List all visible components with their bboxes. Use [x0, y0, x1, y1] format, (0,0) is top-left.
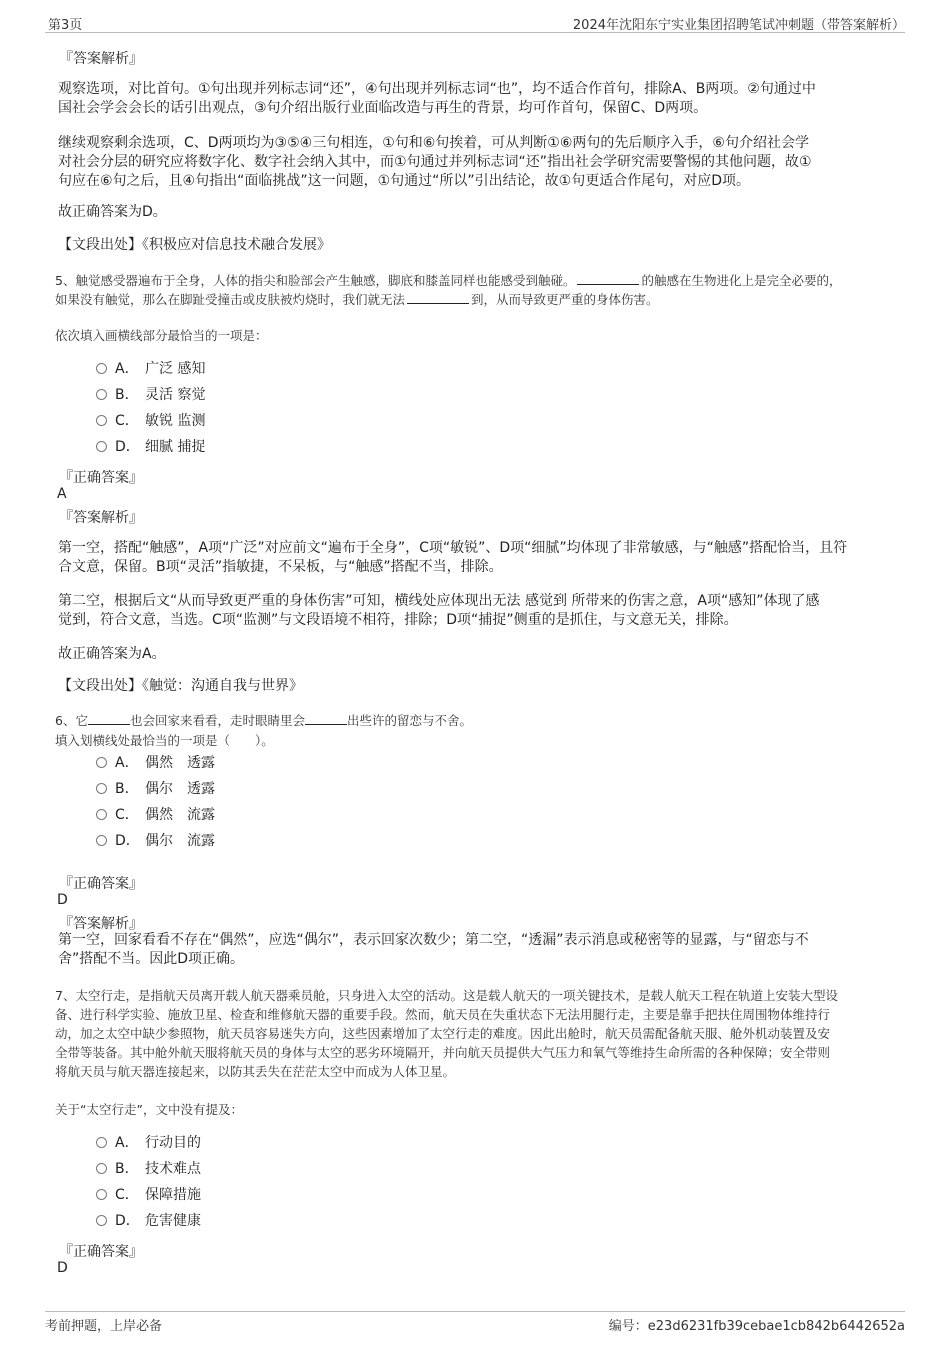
q4-source: 【文段出处】《积极应对信息技术融合发展》	[58, 237, 331, 253]
q4-explain-para2	[58, 134, 812, 191]
answer-blank	[577, 271, 639, 285]
q6-answer: D	[57, 892, 68, 908]
q4-conclusion: 故正确答案为D。	[58, 204, 167, 220]
text-line: 句应在⑥句之后，且④句指出“面临挑战”这一问题，①句通过“所以”引出结论，故①句更适合作尾句，对应D项。	[58, 173, 750, 189]
document-title: 2024年沈阳东宁实业集团招聘笔试冲刺题（带答案解析）	[572, 18, 905, 33]
radio-icon[interactable]	[96, 809, 107, 820]
text-line: 对社会分层的研究应将数字化、数字社会纳入其中，而①句通过并列标志词“还”指出社会学研究需要警惕的其他问题，故①	[58, 154, 812, 170]
text-line: 如果没有触觉，那么在脚趾受撞击或皮肤被灼烧时，我们就无法 到，从而导致更严重的身体伤害。	[55, 292, 659, 307]
radio-icon[interactable]	[96, 1163, 107, 1174]
q7-option-a[interactable]: A． 行动目的	[96, 1132, 201, 1154]
text-line: 继续观察剩余选项，C、D两项均为③⑤④三句相连，①句和⑥句挨着，可从判断①⑥两句的先后顺序入手，⑥句介绍社会学	[58, 135, 809, 151]
q5-source: 【文段出处】《触觉：沟通自我与世界》	[58, 678, 303, 694]
q6-explain-para1	[58, 931, 809, 969]
text-line: 第一空，回家看看不存在“偶然”，应选“偶尔”，表示回家次数少；第二空，“透漏”表示消息或秘密等的显露，与“留恋与不	[58, 932, 809, 948]
q5-option-b[interactable]: B． 灵活 察觉	[96, 384, 205, 406]
q5-answer: A	[57, 486, 67, 502]
radio-icon[interactable]	[96, 1137, 107, 1148]
q7-answer: D	[57, 1260, 68, 1276]
q5-option-c[interactable]: C． 敏锐 监测	[96, 410, 205, 432]
q5-prompt: 依次填入画横线部分最恰当的一项是：	[55, 328, 268, 343]
page-header	[45, 12, 905, 32]
radio-icon[interactable]	[96, 441, 107, 452]
text-line: 动，加之太空中缺少参照物，航天员容易迷失方向，这些因素增加了太空行走的难度。因此出舱时，航天员需配备航天服、舱外机动装置及安	[55, 1026, 831, 1041]
q4-explain-para1	[58, 80, 816, 118]
q5-explain-para1	[58, 539, 847, 577]
q6-answer-tag: 『正确答案』	[59, 876, 143, 892]
q7-answer-tag: 『正确答案』	[59, 1244, 143, 1260]
radio-icon[interactable]	[96, 363, 107, 374]
q7-option-d[interactable]: D． 危害健康	[96, 1210, 201, 1232]
header-divider	[45, 32, 905, 33]
page-footer	[45, 1311, 905, 1334]
q6-prompt: 填入划横线处最恰当的一项是（ ）。	[55, 733, 274, 748]
q7-option-c[interactable]: C． 保障措施	[96, 1184, 201, 1206]
text-line: 全带等装备。其中舱外航天服将航天员的身体与太空的恶劣环境隔开，并向航天员提供大气压力和氧气等维持生命所需的各种保障；安全带则	[55, 1045, 831, 1060]
radio-icon[interactable]	[96, 389, 107, 400]
footer-serial: 编号：e23d6231fb39cebae1cb842b6442652a	[608, 1319, 905, 1334]
q6-option-d[interactable]: D． 偶尔 流露	[96, 830, 215, 852]
text-line: 观察选项，对比首句。①句出现并列标志词“还”，④句出现并列标志词“也”，均不适合作首句，排除A、B两项。②句通过中	[58, 81, 816, 97]
radio-icon[interactable]	[96, 835, 107, 846]
answer-blank	[88, 711, 130, 725]
footer-divider	[45, 1311, 905, 1312]
q5-stem	[55, 271, 841, 309]
q7-prompt: 关于“太空行走”，文中没有提及：	[55, 1102, 243, 1117]
text-line: 觉到，符合文意，当选。C项“监测”与文段语境不相符，排除；D项“捕捉”侧重的是抓住，与文意无关，排除。	[58, 612, 738, 628]
q5-option-d[interactable]: D． 细腻 捕捉	[96, 436, 205, 458]
footer-slogan: 考前押题，上岸必备	[45, 1319, 163, 1334]
radio-icon[interactable]	[96, 1189, 107, 1200]
q5-answer-tag: 『正确答案』	[59, 470, 143, 486]
q7-stem	[55, 986, 838, 1081]
radio-icon[interactable]	[96, 415, 107, 426]
text-line: 第二空，根据后文“从而导致更严重的身体伤害”可知，横线处应体现出无法 感觉到 所带来的伤害之意，A项“感知”体现了感	[58, 593, 820, 609]
radio-icon[interactable]	[96, 1215, 107, 1226]
q6-stem: 6、它 也会回家来看看，走时眼睛里会 出些许的留恋与不舍。	[55, 713, 472, 728]
q4-explain-tag: 『答案解析』	[59, 51, 143, 67]
answer-blank	[305, 711, 347, 725]
q7-option-b[interactable]: B． 技术难点	[96, 1158, 201, 1180]
text-line: 将航天员与航天器连接起来，以防其丢失在茫茫太空中而成为人体卫星。	[55, 1064, 456, 1079]
q5-explain-para2	[58, 592, 820, 630]
text-line: 7、太空行走，是指航天员离开载人航天器乘员舱，只身进入太空的活动。这是载人航天的一项关键技术，是载人航天工程在轨道上安装大型设	[55, 988, 838, 1003]
q6-option-b[interactable]: B． 偶尔 透露	[96, 778, 215, 800]
text-line: 舍”搭配不当。因此D项正确。	[58, 951, 245, 967]
q5-explain-tag: 『答案解析』	[59, 510, 143, 526]
radio-icon[interactable]	[96, 783, 107, 794]
text-line: 备、进行科学实验、施放卫星、检查和维修航天器的重要手段。然而，航天员在失重状态下无法用腿行走，主要是靠手把扶住周围物体维持行	[55, 1007, 831, 1022]
q6-option-c[interactable]: C． 偶然 流露	[96, 804, 215, 826]
q6-option-a[interactable]: A． 偶然 透露	[96, 752, 215, 774]
answer-blank	[407, 290, 469, 304]
page-number: 第3页	[48, 18, 83, 33]
text-line: 第一空，搭配“触感”，A项“广泛”对应前文“遍布于全身”，C项“敏锐”、D项“细腻”均体现了非常敏感，与“触感”搭配恰当，且符	[58, 540, 848, 556]
text-line: 5、触觉感受器遍布于全身，人体的指尖和脸部会产生触感，脚底和膝盖同样也能感受到触碰。 的触感在生物进化上是完全必要的，	[55, 273, 842, 288]
text-line: 合文意，保留。B项“灵活”指敏捷，不呆板，与“触感”搭配不当，排除。	[58, 559, 503, 575]
q6-explain-tag: 『答案解析』	[59, 916, 143, 932]
radio-icon[interactable]	[96, 757, 107, 768]
q5-conclusion: 故正确答案为A。	[58, 646, 166, 662]
text-line: 国社会学会会长的话引出观点，③句介绍出版行业面临改造与再生的背景，均可作首句，保留C、D两项。	[58, 100, 708, 116]
q5-option-a[interactable]: A． 广泛 感知	[96, 358, 205, 380]
